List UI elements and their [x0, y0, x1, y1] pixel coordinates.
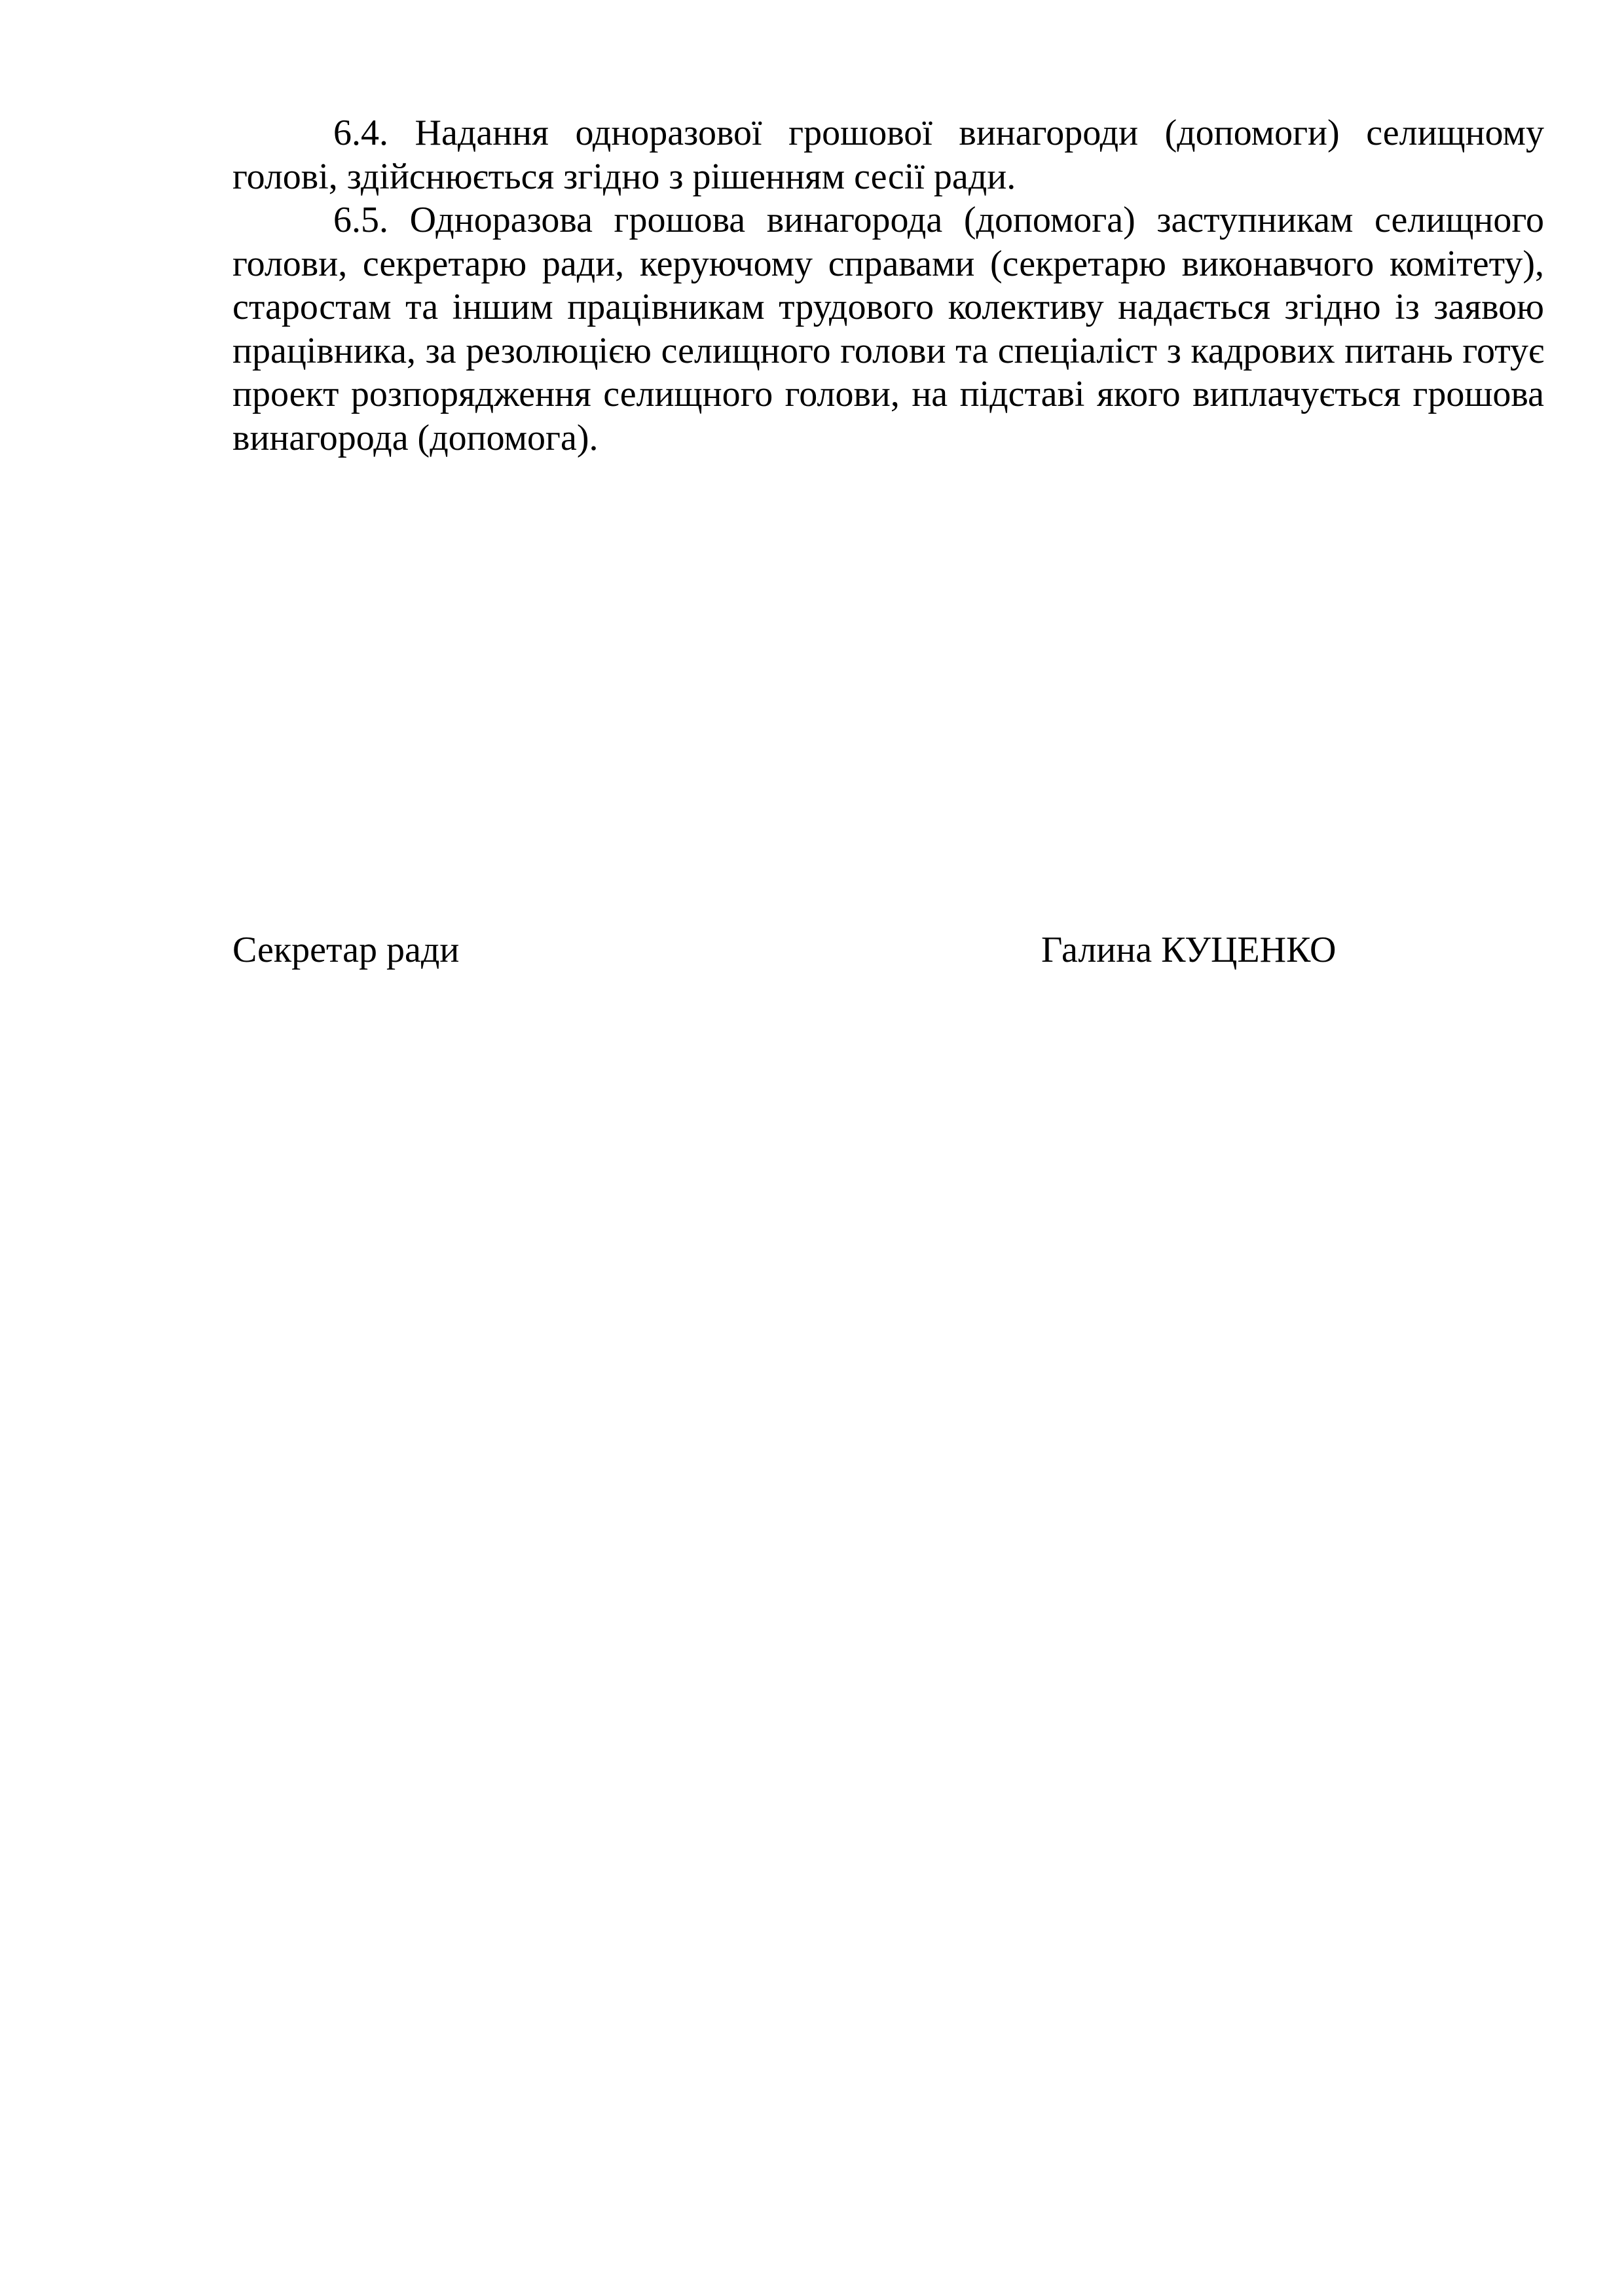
signature-name: Галина КУЦЕНКО — [1041, 930, 1337, 970]
paragraph-6-5: 6.5. Одноразова грошова винагорода (допомога) заступникам селищного голови, секретарю ради, керуючому справами (секретарю виконавчого комітету), старостам та іншим працівникам трудового колективу надається згідно із заявою працівника, за резолюцією селищного голови та спеціаліст з кадрових питань готує проект розпорядження селищного голови, на підставі якого виплачується грошова винагорода (допомога). — [232, 200, 1544, 458]
paragraph-6-4: 6.4. Надання одноразової грошової винагороди (допомоги) селищному голові, здійснюється згідно з рішенням сесії ради. — [232, 113, 1544, 197]
signature-position: Секретар ради — [232, 930, 460, 970]
document-body — [232, 111, 1544, 460]
